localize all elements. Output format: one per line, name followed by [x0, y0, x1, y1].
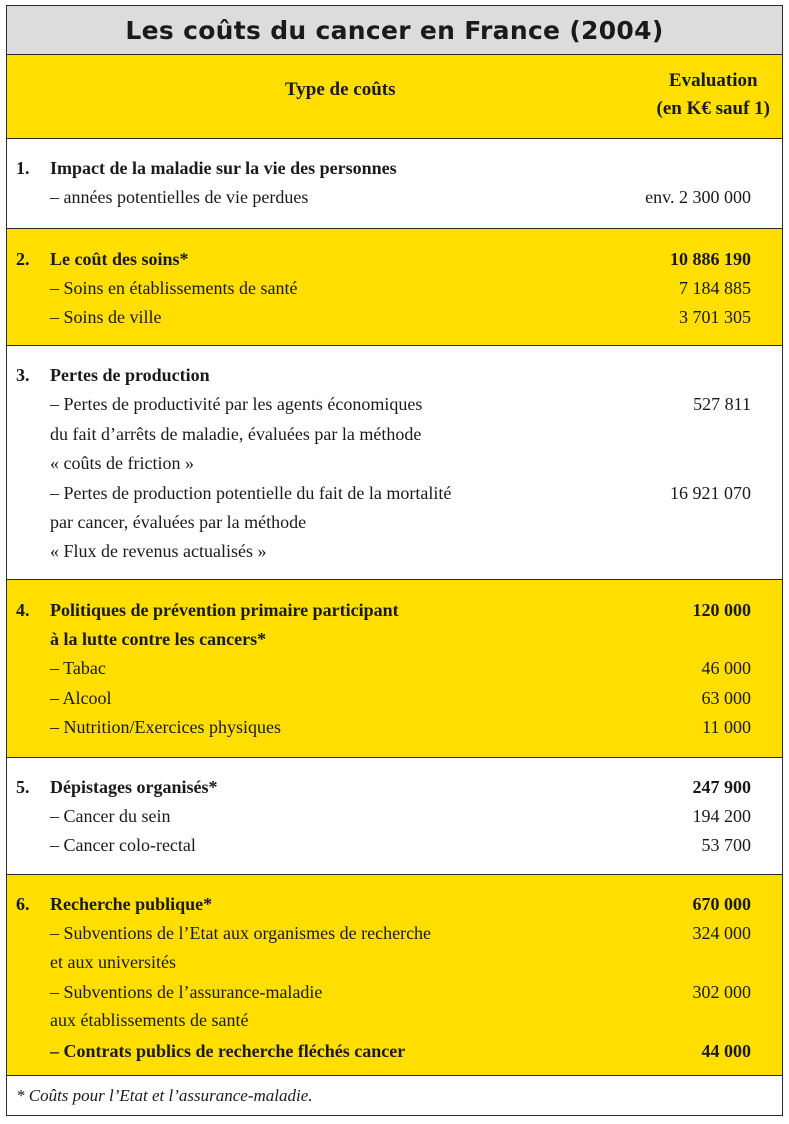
row-label: à la lutte contre les cancers*: [50, 629, 267, 649]
row-label: par cancer, évaluées par la méthode: [50, 512, 307, 532]
row-label: Pertes de production: [50, 365, 210, 385]
row-label: « Flux de revenus actualisés »: [50, 541, 267, 561]
row-value: 11 000: [702, 717, 751, 737]
row-value: 63 000: [701, 688, 751, 708]
table-row: [7, 596, 782, 625]
table-row: [7, 303, 782, 332]
header-eval-line2: (en K€ sauf 1): [656, 98, 770, 119]
table-row: [7, 479, 782, 508]
table-row: [7, 1006, 782, 1035]
section-number: 1.: [16, 158, 30, 178]
section-number: 2.: [16, 249, 30, 269]
row-label: – Nutrition/Exercices physiques: [50, 717, 281, 737]
table-row: [7, 654, 782, 683]
table-row: [7, 713, 782, 742]
table-row: [7, 1037, 782, 1066]
table-row: [7, 508, 782, 537]
table-row: [7, 183, 782, 212]
table-row: [7, 390, 782, 419]
row-label: – Tabac: [50, 658, 106, 678]
section-number: 6.: [16, 894, 30, 914]
section-number: 4.: [16, 600, 30, 620]
row-label: – Cancer colo-rectal: [50, 835, 196, 855]
row-label: – Soins de ville: [50, 307, 162, 327]
table-row: [7, 919, 782, 948]
footnote: [7, 1076, 782, 1115]
row-label: – Subventions de l’assurance-maladie: [50, 982, 323, 1002]
row-label: Impact de la maladie sur la vie des personnes: [50, 158, 397, 178]
row-value: 247 900: [692, 777, 751, 797]
row-value: 53 700: [701, 835, 751, 855]
row-label: – Pertes de production potentielle du fait de la mortalité: [50, 483, 452, 503]
table-row: [7, 978, 782, 1007]
row-value: 324 000: [692, 923, 751, 943]
section-number: 3.: [16, 365, 30, 385]
row-label: – années potentielles de vie perdues: [50, 187, 309, 207]
row-value: env. 2 300 000: [645, 187, 751, 207]
row-label: Politiques de prévention primaire participant: [50, 600, 399, 620]
table-row: [7, 802, 782, 831]
row-value: 46 000: [701, 658, 751, 678]
table-row: [7, 948, 782, 977]
table-row: [7, 684, 782, 713]
row-value: 670 000: [692, 894, 751, 914]
table-row: [7, 420, 782, 449]
header-evaluation: [657, 67, 770, 123]
row-label: Recherche publique*: [50, 894, 213, 914]
row-label: – Alcool: [50, 688, 112, 708]
row-value: 3 701 305: [679, 307, 751, 327]
row-label: Le coût des soins*: [50, 249, 189, 269]
table-header: [7, 55, 782, 139]
header-type-label: Type de coûts: [285, 79, 396, 100]
table-row: [7, 449, 782, 478]
section-soins: [7, 229, 782, 346]
footnote-text: * Coûts pour l’Etat et l’assurance-maladie.: [16, 1086, 313, 1105]
row-value: 7 184 885: [679, 278, 751, 298]
section-number: 5.: [16, 777, 30, 797]
row-value: 10 886 190: [670, 249, 751, 269]
table-row: [7, 537, 782, 566]
table-row: [7, 274, 782, 303]
row-label: – Soins en établissements de santé: [50, 278, 298, 298]
row-label: du fait d’arrêts de maladie, évaluées par la méthode: [50, 424, 422, 444]
row-label: – Cancer du sein: [50, 806, 171, 826]
cost-table: [6, 5, 783, 1116]
section-prevention: [7, 580, 782, 758]
row-value: 194 200: [692, 806, 751, 826]
row-label: Dépistages organisés*: [50, 777, 218, 797]
row-label: aux établissements de santé: [50, 1010, 249, 1030]
row-value: 16 921 070: [670, 483, 751, 503]
table-row: [7, 625, 782, 654]
row-label: – Subventions de l’Etat aux organismes de recherche: [50, 923, 432, 943]
table-row: [7, 773, 782, 802]
table-row: [7, 245, 782, 274]
row-label: – Contrats publics de recherche fléchés cancer: [50, 1041, 406, 1061]
row-value: 527 811: [693, 394, 751, 414]
table-row: [7, 361, 782, 390]
row-value: 120 000: [692, 600, 751, 620]
row-value: 44 000: [701, 1041, 751, 1061]
table-row: [7, 154, 782, 183]
section-depistages: [7, 758, 782, 875]
table-row: [7, 890, 782, 919]
section-impact: [7, 139, 782, 229]
row-label: et aux universités: [50, 952, 176, 972]
section-pertes-production: [7, 346, 782, 580]
header-eval-line1: Evaluation: [668, 70, 758, 91]
table-row: [7, 831, 782, 860]
row-value: 302 000: [692, 982, 751, 1002]
row-label: « coûts de friction »: [50, 453, 194, 473]
table-title: Les coûts du cancer en France (2004): [7, 6, 782, 55]
row-label: – Pertes de productivité par les agents économiques: [50, 394, 423, 414]
section-recherche: [7, 875, 782, 1076]
